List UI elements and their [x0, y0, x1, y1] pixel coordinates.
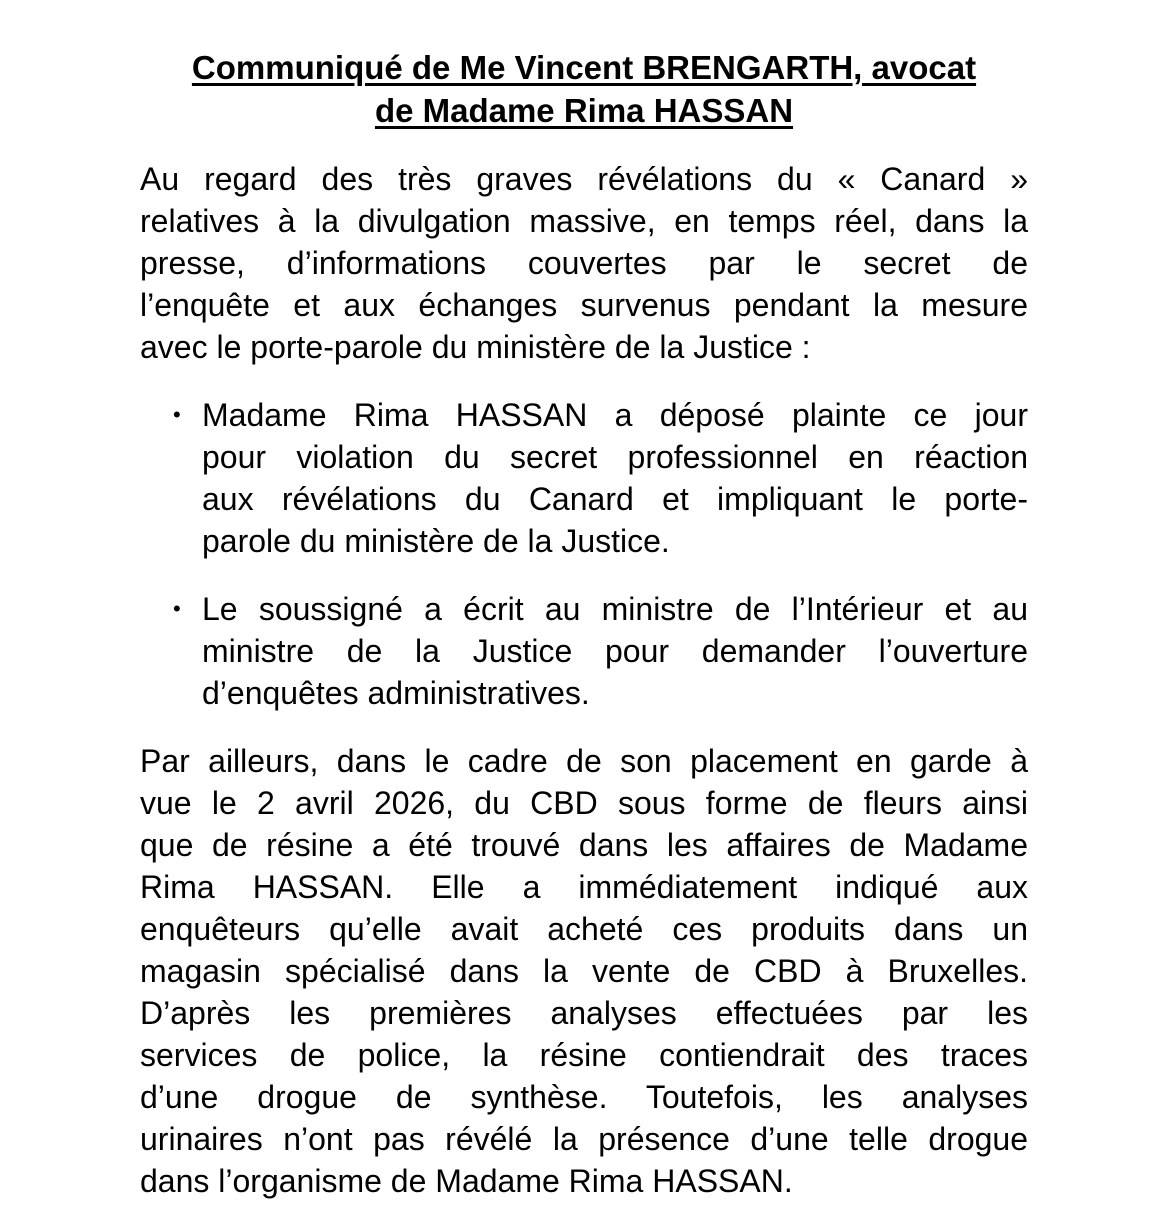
- bullet-text: [202, 394, 1028, 562]
- text-line: parole du ministère de la Justice.: [202, 523, 670, 559]
- text-line: Le soussigné a écrit au ministre de l’Intérieur et au: [202, 591, 1028, 627]
- intro-paragraph: [140, 158, 1028, 368]
- text-line: Au regard des très graves révélations du « Canard »: [140, 161, 1028, 197]
- text-line: vue le 2 avril 2026, du CBD sous forme de fleurs ainsi: [140, 785, 1028, 821]
- text-line: pour violation du secret professionnel en réaction: [202, 439, 1028, 475]
- text-line: d’une drogue de synthèse. Toutefois, les analyses: [140, 1079, 1028, 1115]
- text-line: magasin spécialisé dans la vente de CBD à Bruxelles.: [140, 953, 1028, 989]
- bullet-icon: [173, 394, 185, 436]
- bullet-text: [202, 588, 1028, 714]
- text-line: enquêteurs qu’elle avait acheté ces produits dans un: [140, 911, 1028, 947]
- text-line: ministre de la Justice pour demander l’ouverture: [202, 633, 1028, 669]
- garde-a-vue-paragraph: [140, 740, 1028, 1202]
- text-line: que de résine a été trouvé dans les affaires de Madame: [140, 827, 1028, 863]
- text-line: l’enquête et aux échanges survenus pendant la mesure: [140, 287, 1028, 323]
- text-line: Par ailleurs, dans le cadre de son placement en garde à: [140, 743, 1028, 779]
- text-line: aux révélations du Canard et impliquant le porte-: [202, 481, 1028, 517]
- bullet-icon: [173, 588, 185, 630]
- text-line: dans l’organisme de Madame Rima HASSAN.: [140, 1163, 793, 1199]
- text-line: presse, d’informations couvertes par le secret de: [140, 245, 1028, 281]
- text-line: D’après les premières analyses effectuées par les: [140, 995, 1028, 1031]
- bullet-item-plainte: [140, 394, 1028, 562]
- text-line: urinaires n’ont pas révélé la présence d’une telle drogue: [140, 1121, 1028, 1157]
- document-title: [140, 46, 1028, 132]
- title-line-2: de Madame Rima HASSAN: [374, 92, 794, 129]
- text-line: relatives à la divulgation massive, en temps réel, dans la: [140, 203, 1028, 239]
- text-line: avec le porte-parole du ministère de la Justice :: [140, 329, 811, 365]
- text-line: Madame Rima HASSAN a déposé plainte ce jour: [202, 397, 1028, 433]
- text-line: Rima HASSAN. Elle a immédiatement indiqué aux: [140, 869, 1028, 905]
- text-line: services de police, la résine contiendrait des traces: [140, 1037, 1028, 1073]
- bullet-item-courriers-ministres: [140, 588, 1028, 714]
- text-line: d’enquêtes administratives.: [202, 675, 590, 711]
- title-line-1: Communiqué de Me Vincent BRENGARTH, avocat: [191, 49, 977, 86]
